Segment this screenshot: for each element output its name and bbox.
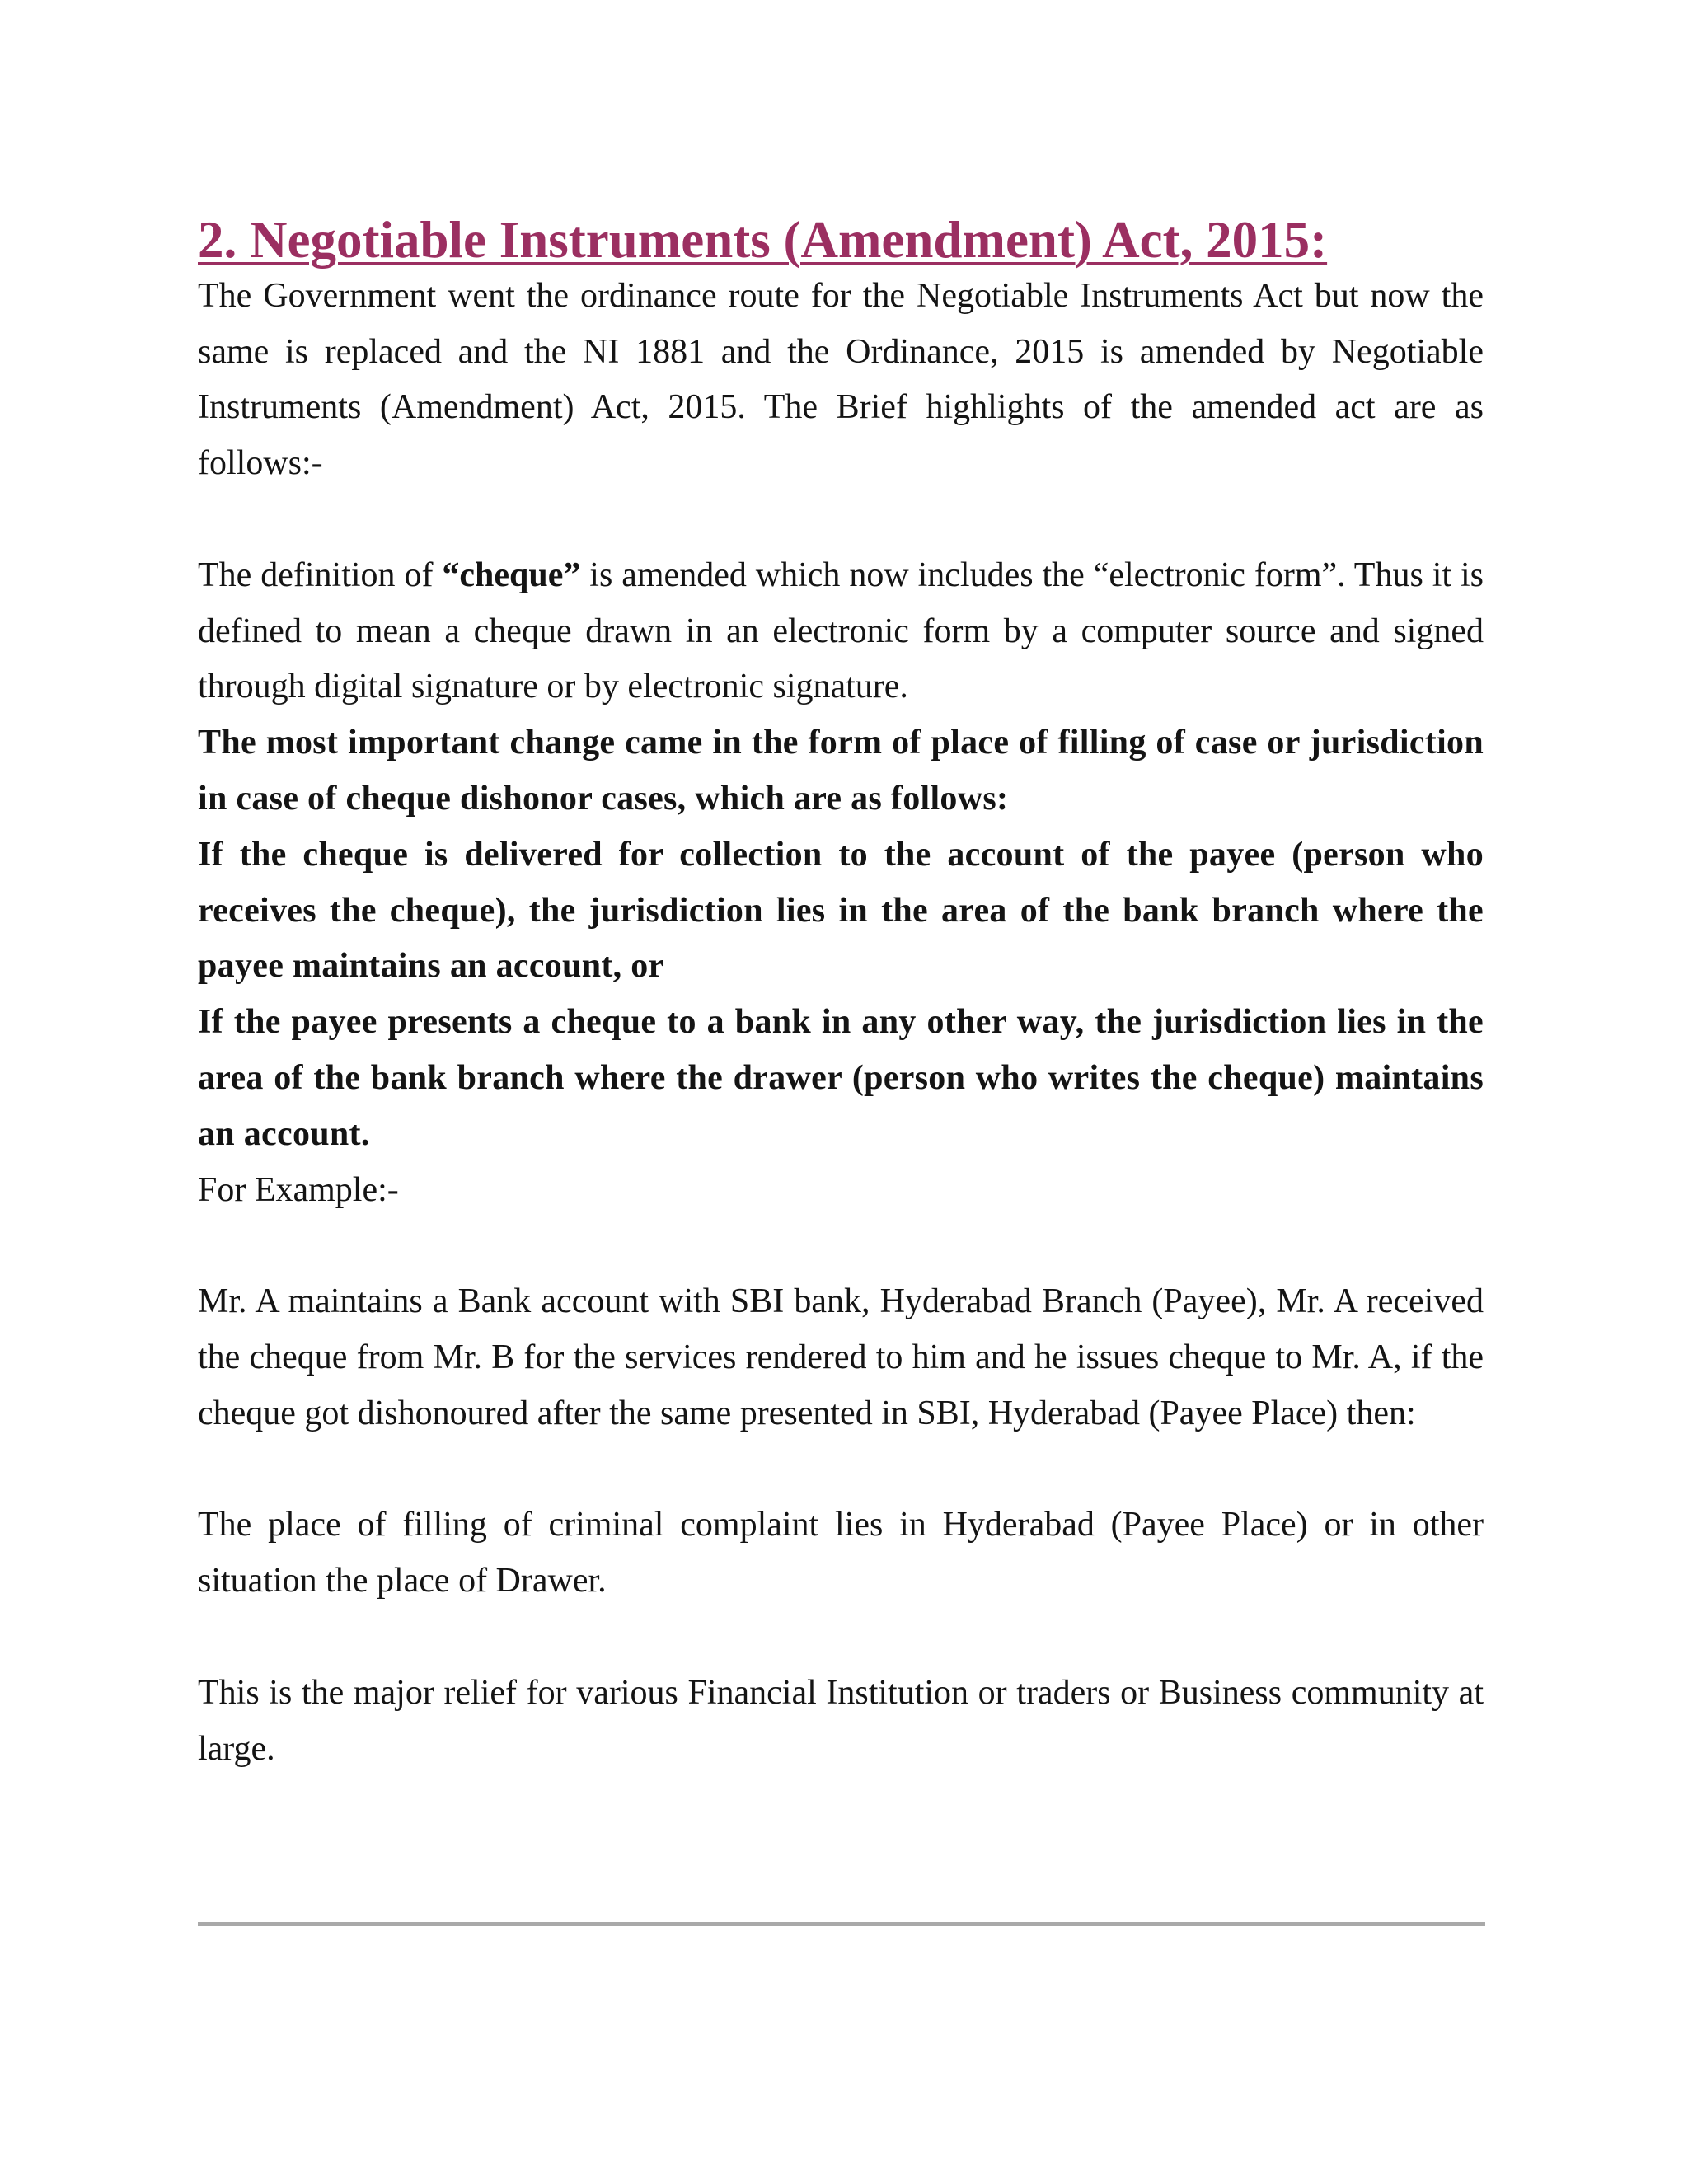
definition-term: “cheque” xyxy=(442,555,581,594)
definition-suffix: is amended which now includes the “electronic form”. Thus it is defined to mean a cheque drawn in an electronic form by a computer source and signed through digital signature or by electronic signature. xyxy=(198,555,1484,706)
relief-paragraph: This is the major relief for various Financial Institution or traders or Business community at large. xyxy=(198,1673,1484,1768)
jurisdiction-rule-drawer: If the payee presents a cheque to a bank in any other way, the jurisdiction lies in the area of the bank branch where the drawer (person who writes the cheque) maintains an account. xyxy=(198,1003,1484,1153)
paragraph-spacer xyxy=(198,1442,1484,1498)
example-paragraph: Mr. A maintains a Bank account with SBI bank, Hyderabad Branch (Payee), Mr. A received the cheque from Mr. B for the services rendered to him and he issues cheque to Mr. A, if the cheque got dishonoured after the same presented in SBI, Hyderabad (Payee Place) then: xyxy=(198,1282,1484,1432)
definition-paragraph xyxy=(198,548,1484,715)
paragraph-spacer xyxy=(198,492,1484,548)
complaint-place-paragraph: The place of filling of criminal complaint lies in Hyderabad (Payee Place) or in other situation the place of Drawer. xyxy=(198,1506,1484,1601)
bottom-divider xyxy=(198,1922,1485,1926)
example-heading: For Example:- xyxy=(198,1170,399,1209)
intro-paragraph: The Government went the ordinance route for the Negotiable Instruments Act but now the same is replaced and the NI 1881 and the Ordinance, 2015 is amended by Negotiable Instruments (Amendment) Act, 2015. The Brief highlights of the amended act are as follows:- xyxy=(198,276,1484,483)
definition-prefix: The definition of xyxy=(198,555,443,594)
paragraph-spacer xyxy=(198,1610,1484,1666)
document-body xyxy=(198,213,1484,1777)
section-title: 2. Negotiable Instruments (Amendment) Act, 2015: xyxy=(198,211,1328,269)
important-change-paragraph: The most important change came in the form of place of filling of case or jurisdiction in case of cheque dishonor cases, which are as follows: xyxy=(198,724,1484,818)
paragraph-spacer xyxy=(198,1218,1484,1274)
jurisdiction-rule-payee: If the cheque is delivered for collection to the account of the payee (person who receives the cheque), the jurisdiction lies in the area of the bank branch where the payee maintains an account, or xyxy=(198,835,1484,986)
